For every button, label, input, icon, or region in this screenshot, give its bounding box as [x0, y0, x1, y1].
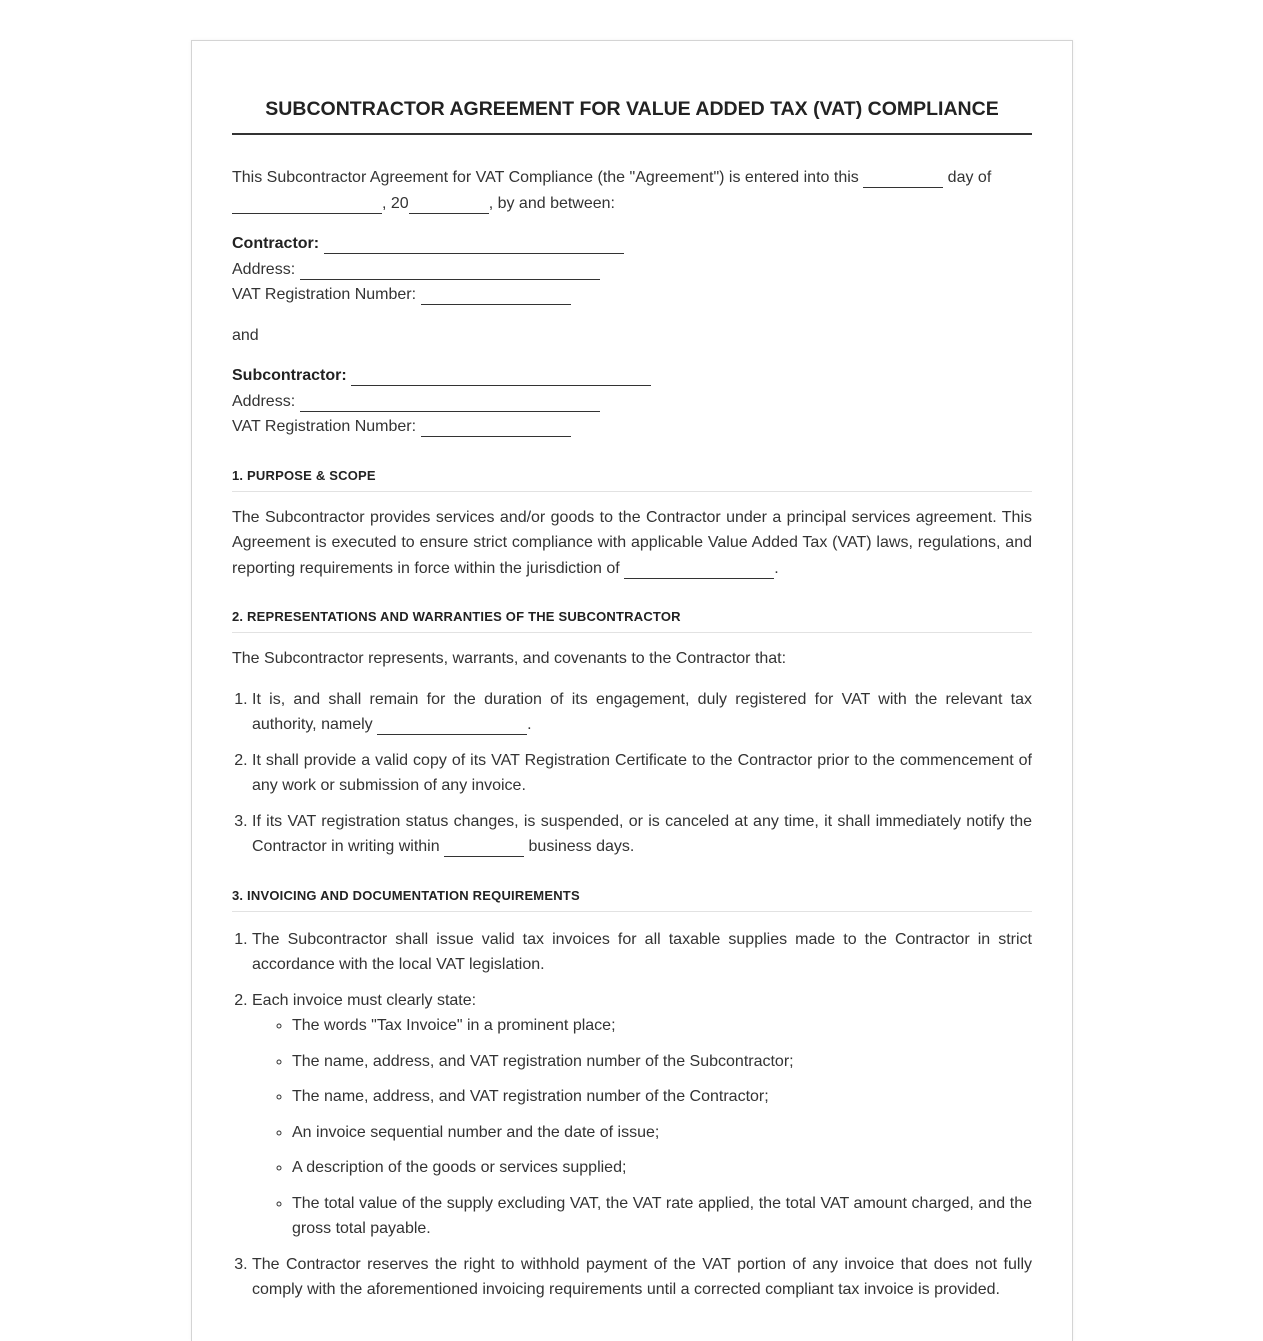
- section2-intro: The Subcontractor represents, warrants, and covenants to the Contractor that:: [232, 650, 787, 667]
- day-blank[interactable]: [863, 169, 943, 188]
- section3-item2-text: Each invoice must clearly state:: [252, 991, 477, 1009]
- jurisdiction-blank[interactable]: [624, 560, 774, 579]
- intro-paragraph: [232, 165, 1032, 216]
- section1-text: The Subcontractor provides services and/or goods to the Contractor under a principal services agreement. This Agreement is executed to ensure strict compliance with applicable Value Added Tax (VAT) laws, regulations, and reporting requirements in force within the jurisdiction of: [232, 508, 1032, 577]
- section1-heading: 1. PURPOSE & SCOPE: [232, 468, 1032, 492]
- subcontractor-label: Subcontractor:: [232, 367, 347, 384]
- intro-text-2: day of: [947, 169, 992, 186]
- section3-list: [232, 927, 1032, 1303]
- contractor-label: Contractor:: [232, 235, 320, 252]
- document-title: SUBCONTRACTOR AGREEMENT FOR VALUE ADDED TAX (VAT) COMPLIANCE: [232, 41, 1032, 135]
- contractor-vat-label: VAT Registration Number:: [232, 286, 417, 303]
- contractor-name-blank[interactable]: [324, 235, 624, 254]
- section2-heading: 2. REPRESENTATIONS AND WARRANTIES OF THE SUBCONTRACTOR: [232, 609, 1032, 633]
- contractor-vat-blank[interactable]: [421, 286, 571, 305]
- list-item: [252, 687, 1032, 738]
- list-item: ◦ The words "Tax Invoice" in a prominent place;: [292, 1013, 1032, 1039]
- subcontractor-name-blank[interactable]: [351, 367, 651, 386]
- section3-item3-text: The Contractor reserves the right to withhold payment of the VAT portion of any invoice that does not fully comply with the aforementioned invoicing requirements until a corrected compliant tax invoice is provided.: [252, 1255, 1032, 1298]
- month-blank[interactable]: [232, 195, 382, 214]
- invoice-requirements-list: [252, 1013, 1032, 1242]
- list-item: [252, 927, 1032, 978]
- section1-body: [232, 505, 1032, 582]
- list-item: [252, 988, 1032, 1242]
- list-item: [252, 748, 1032, 799]
- section2-item1-text: It is, and shall remain for the duration of its engagement, duly registered for VAT with the relevant tax authority, namely: [252, 690, 1032, 733]
- document-content: [232, 41, 1032, 1313]
- intro-text-1: This Subcontractor Agreement for VAT Compliance (the "Agreement") is entered into this: [232, 169, 859, 186]
- subcontractor-vat-label: VAT Registration Number:: [232, 418, 417, 435]
- contractor-address-blank[interactable]: [300, 261, 600, 280]
- list-item: ◦ The name, address, and VAT registration number of the Contractor;: [292, 1084, 1032, 1110]
- and-text: and: [232, 326, 259, 344]
- list-item: ◦ A description of the goods or services supplied;: [292, 1155, 1032, 1181]
- year-blank[interactable]: [409, 195, 489, 214]
- document-page: [191, 40, 1073, 1341]
- section3-item1-text: The Subcontractor shall issue valid tax invoices for all taxable supplies made to the Contractor in strict accordance with the local VAT legislation.: [252, 930, 1032, 973]
- contractor-block: [232, 231, 1032, 308]
- contractor-address-label: Address:: [232, 260, 296, 278]
- section1-end: .: [774, 559, 779, 577]
- subcontractor-address-blank[interactable]: [300, 393, 600, 412]
- section2-list: [232, 687, 1032, 860]
- intro-text-3: , 20: [382, 194, 409, 212]
- notify-days-blank[interactable]: [444, 838, 524, 857]
- section2-item1-end: .: [527, 716, 532, 733]
- section3-heading: 3. INVOICING AND DOCUMENTATION REQUIREMENTS: [232, 888, 1032, 912]
- list-item: [252, 1252, 1032, 1303]
- tax-authority-blank[interactable]: [377, 716, 527, 735]
- section2-item3-end: business days.: [528, 838, 635, 855]
- list-item: [252, 809, 1032, 860]
- list-item: ◦ An invoice sequential number and the date of issue;: [292, 1120, 1032, 1146]
- subcontractor-vat-blank[interactable]: [421, 418, 571, 437]
- intro-text-4: , by and between:: [488, 194, 615, 212]
- subcontractor-block: [232, 363, 1032, 440]
- list-item: ◦ The total value of the supply excluding VAT, the VAT rate applied, the total VAT amount charged, and the gross total payable.: [292, 1191, 1032, 1242]
- section2-item2-text: It shall provide a valid copy of its VAT Registration Certificate to the Contractor prior to the commencement of any work or submission of any invoice.: [252, 751, 1032, 794]
- subcontractor-address-label: Address:: [232, 392, 296, 410]
- section2-item3-text: If its VAT registration status changes, is suspended, or is canceled at any time, it shall immediately notify the Contractor in writing within: [252, 812, 1032, 855]
- list-item: ◦ The name, address, and VAT registration number of the Subcontractor;: [292, 1049, 1032, 1075]
